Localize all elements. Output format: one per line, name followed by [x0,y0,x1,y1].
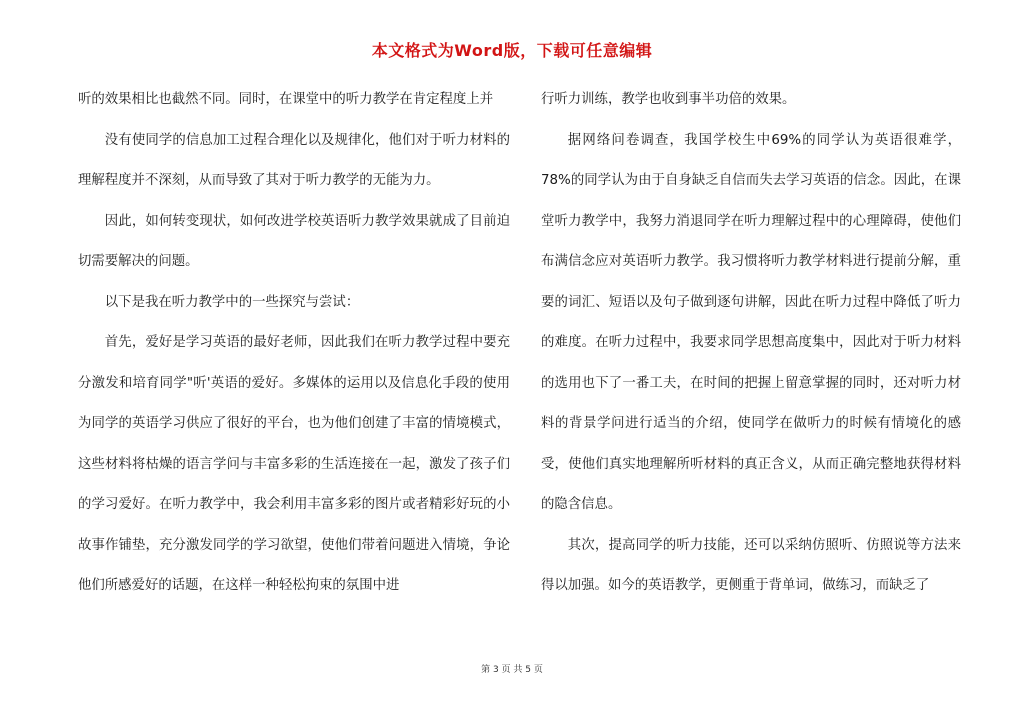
format-banner: 本文格式为Word版，下载可任意编辑 [371,41,653,60]
page-number-footer: 第 3 页 共 5 页 [481,665,543,675]
right-column [541,80,961,607]
left-paragraph-5: 首先，爱好是学习英语的最好老师，因此我们在听力教学过程中要充分激发和培育同学"听'英语的爱好。多媒体的运用以及信息化手段的使用为同学的英语学习供应了很好的平台，也为他们创建了丰富的情境模式，这些材料将枯燥的语言学问与丰富多彩的生活连接在一起，激发了孩子们的学习爱好。在听力教学中，我会利用丰富多彩的图片或者精彩好玩的小故事作铺垫，充分激发同学的学习欲望，使他们带着问题进入情境，争论他们所感爱好的话题，在这样一种轻松拘束的氛围中进 [78,335,510,593]
left-paragraph-4: 以下是我在听力教学中的一些探究与尝试： [104,294,360,310]
left-paragraph-2: 没有使同学的信息加工过程合理化以及规律化，他们对于听力材料的理解程度并不深刻，从而导致了其对于听力教学的无能为力。 [78,132,510,188]
left-paragraph-1: 听的效果相比也截然不同。同时，在课堂中的听力教学在肯定程度上并 [78,92,494,107]
right-paragraph-2: 据网络问卷调查，我国学校生中69%的同学认为英语很难学，78%的同学认为由于自身缺乏自信而失去学习英语的信念。因此，在课堂听力教学中，我努力消退同学在听力理解过程中的心理障碍，使他们布满信念应对英语听力教学。我习惯将听力教学材料进行提前分解，重要的词汇、短语以及句子做到逐句讲解，因此在听力过程中降低了听力的难度。在听力过程中，我要求同学思想高度集中，因此对于听力材料的选用也下了一番工夫，在时间的把握上留意掌握的同时，还对听力材料的背景学问进行适当的介绍，使同学在做听力的时候有情境化的感受，使他们真实地理解所听材料的真正含义，从而正确完整地获得材料的隐含信息。 [541,132,961,512]
left-paragraph-3: 因此，如何转变现状，如何改进学校英语听力教学效果就成了目前迫切需要解决的问题。 [78,213,510,269]
right-paragraph-1: 行听力训练，教学也收到事半功倍的效果。 [541,92,796,107]
left-column [78,80,510,607]
right-paragraph-3: 其次，提高同学的听力技能，还可以采纳仿照听、仿照说等方法来得以加强。如今的英语教学，更侧重于背单词，做练习，而缺乏了 [541,537,961,593]
